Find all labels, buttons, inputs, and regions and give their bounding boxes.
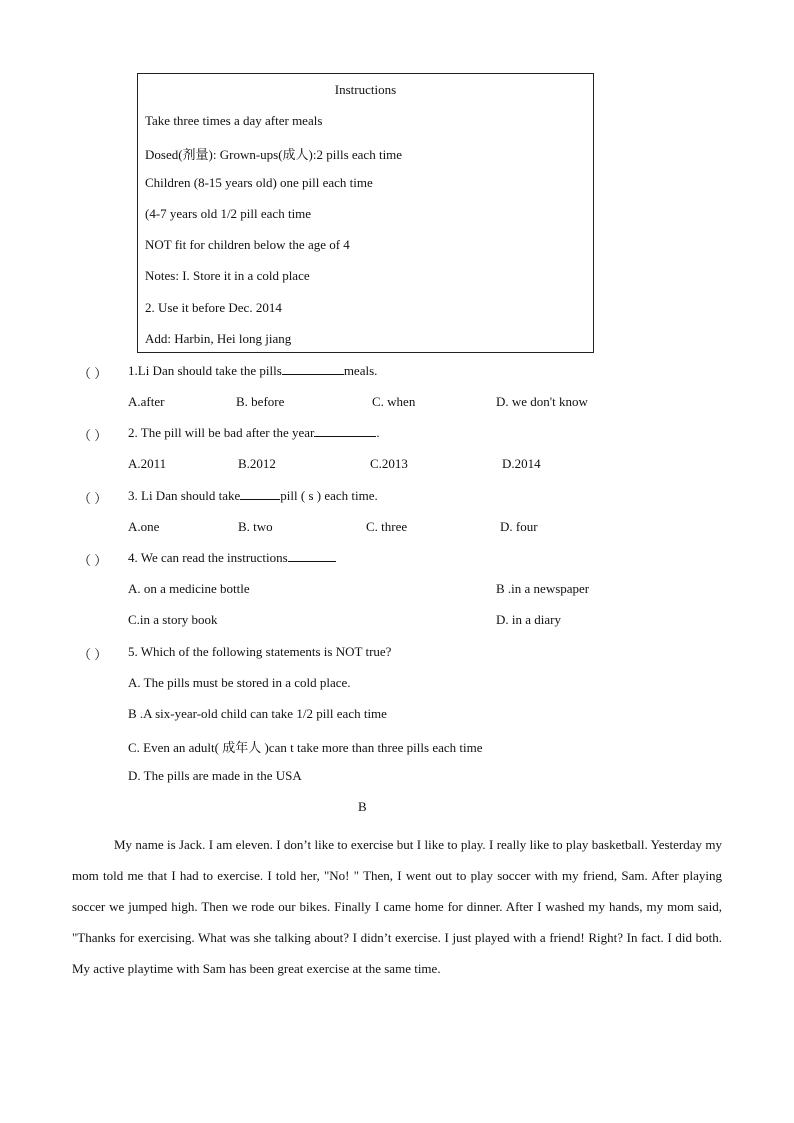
question-stem (128, 550, 336, 566)
instruction-line: (4-7 years old 1/2 pill each time (145, 206, 312, 221)
answer-paren: （ ） (78, 428, 108, 443)
instructions-title: Instructions (334, 82, 397, 97)
option-d: D. The pills are made in the USA (128, 768, 302, 783)
option-d: D.2014 (502, 456, 541, 471)
question-text: . (376, 425, 380, 440)
answer-blank (288, 550, 336, 562)
question-text: 2. The pill will be bad after the year (128, 425, 315, 440)
option-c: C.2013 (370, 456, 408, 471)
answer-paren: （ ） (78, 366, 108, 381)
option-c: C. three (366, 519, 408, 534)
answer-blank (282, 363, 344, 375)
option-d: D. in a diary (496, 612, 561, 627)
question-text: 4. We can read the instructions (128, 550, 288, 565)
question-stem (128, 363, 377, 379)
answer-paren: （ ） (78, 647, 108, 662)
option-a: A.2011 (128, 456, 167, 471)
option-c: C. Even an adult( 成年人 )can t take more than three pills each time (128, 740, 483, 755)
option-a: A.one (128, 519, 160, 534)
instruction-line: Notes: I. Store it in a cold place (145, 268, 310, 283)
option-b: B. before (236, 394, 285, 409)
question-text: meals. (343, 363, 378, 378)
question-text: 5. Which of the following statements is NOT true? (128, 644, 392, 659)
question-text: 3. Li Dan should take (128, 488, 241, 503)
instruction-line: Add: Harbin, Hei long jiang (145, 331, 292, 346)
answer-paren: （ ） (78, 553, 108, 568)
section-heading: B (358, 799, 367, 814)
option-a: A. on a medicine bottle (128, 581, 250, 596)
option-b: B.2012 (238, 456, 276, 471)
instruction-line: Children (8-15 years old) one pill each time (145, 175, 373, 190)
question-text: 1.Li Dan should take the pills (128, 363, 282, 378)
option-d: D. four (500, 519, 538, 534)
instruction-line: Dosed(剂量): Grown-ups(成人):2 pills each time (145, 147, 403, 162)
option-b: B. two (238, 519, 273, 534)
option-d: D. we don't know (496, 394, 588, 409)
option-c: C. when (372, 394, 416, 409)
instruction-line: 2. Use it before Dec. 2014 (145, 300, 282, 315)
answer-blank (314, 425, 376, 437)
option-b: B .in a newspaper (496, 581, 590, 596)
answer-paren: （ ） (78, 491, 108, 506)
instruction-line: NOT fit for children below the age of 4 (145, 237, 350, 252)
reading-passage (72, 829, 722, 984)
question-stem (128, 425, 380, 441)
option-a: A.after (128, 394, 165, 409)
question-stem (128, 488, 378, 504)
option-b: B .A six-year-old child can take 1/2 pill each time (128, 706, 387, 721)
instructions-box (137, 73, 594, 353)
question-text: pill ( s ) each time. (280, 488, 378, 503)
instruction-line: Take three times a day after meals (145, 113, 323, 128)
option-c: C.in a story book (128, 612, 218, 627)
answer-blank (240, 488, 280, 500)
question-stem (128, 644, 391, 660)
passage-text: My name is Jack. I am eleven. I don’t like to exercise but I like to play. I really like to play basketball. Yesterday my mom told me that I had to exercise. I told her, "No! " Then, I went out to play soccer with my friend, Sam. After playing soccer we jumped high. Then we rode our bikes. Finally I came home for dinner. After I washed my hands, my mom said, "Thanks for exercising. What was she talking about? I didn’t exercise. I just played with a friend! Right? In fact. I did both. My active playtime with Sam has been great exercise at the same time. (72, 837, 722, 976)
option-a: A. The pills must be stored in a cold place. (128, 675, 351, 690)
